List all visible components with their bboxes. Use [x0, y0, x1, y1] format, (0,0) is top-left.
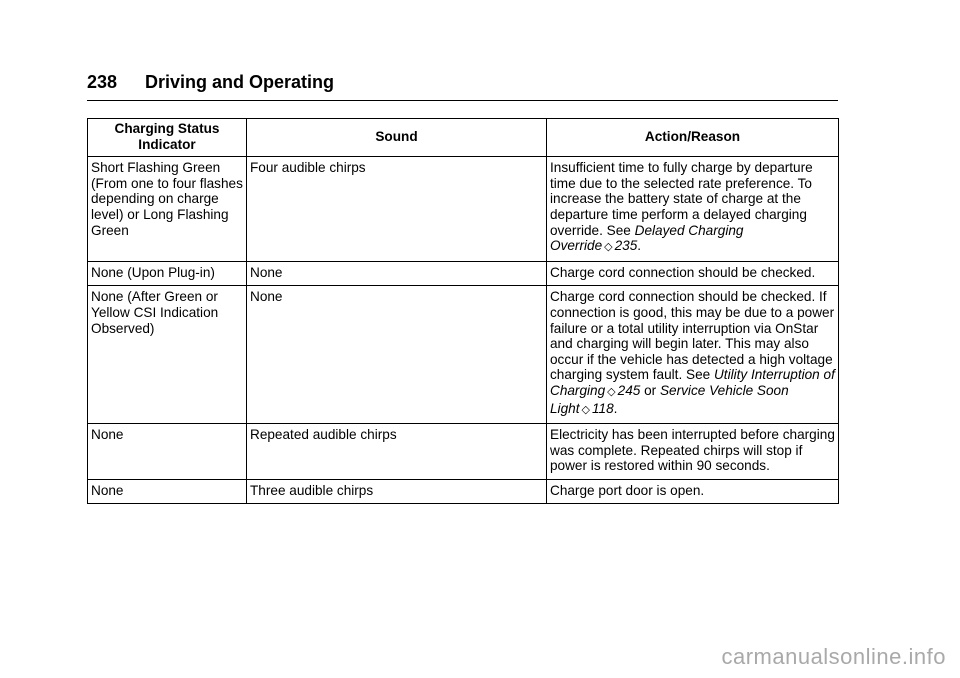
table-row	[88, 157, 839, 262]
action-cell	[547, 157, 839, 262]
reference-title: Delayed Charging Override	[550, 222, 744, 254]
action-text: Charge cord connection should be checked. If connection is good, this may be due to a power failure or a total utility interruption via OnStar and charging will begin later. This may also occur if the vehicle has detected a high voltage charging system fault. See	[550, 289, 835, 383]
action-text: Insufficient time to fully charge by departure time due to the selected rate preference. To increase the battery state of charge at the departure time perform a delayed charging override. See	[550, 160, 813, 238]
table-row	[88, 261, 839, 286]
indicator-cell: None (Upon Plug-in)	[88, 261, 247, 286]
sound-cell: Repeated audible chirps	[247, 424, 547, 480]
action-cell: Charge cord connection should be checked.	[547, 261, 839, 286]
sound-cell: None	[247, 286, 547, 424]
sound-cell: None	[247, 261, 547, 286]
table-row	[88, 479, 839, 504]
column-header-sound: Sound	[247, 119, 547, 157]
column-header-indicator: Charging Status Indicator	[88, 119, 247, 157]
action-tail: .	[613, 400, 618, 416]
reference-title: Service Vehicle Soon Light	[550, 382, 789, 416]
reference-page: 245	[617, 382, 641, 398]
page-reference-arrow-icon: ◇	[604, 241, 613, 254]
reference-joiner: or	[640, 382, 660, 398]
page-reference-arrow-icon: ◇	[607, 385, 616, 398]
action-cell	[547, 286, 839, 424]
indicator-cell: None	[88, 479, 247, 504]
action-cell: Charge port door is open.	[547, 479, 839, 504]
reference-page: 235	[614, 238, 638, 254]
indicator-cell: None (After Green or Yellow CSI Indication Observed)	[88, 286, 247, 424]
page-number: 238	[87, 72, 118, 92]
sound-cell: Four audible chirps	[247, 157, 547, 262]
table-header-row	[88, 119, 839, 157]
page-reference-arrow-icon: ◇	[581, 403, 590, 416]
indicator-cell: None	[88, 424, 247, 480]
reference-title: Utility Interruption of Charging	[550, 367, 835, 398]
table-row	[88, 424, 839, 480]
watermark: carmanualsonline.info	[721, 644, 946, 669]
sound-cell: Three audible chirps	[247, 479, 547, 504]
action-tail: .	[637, 238, 642, 254]
table-row	[88, 286, 839, 424]
action-cell: Electricity has been interrupted before charging was complete. Repeated chirps will stop if power is restored within 90 seconds.	[547, 424, 839, 480]
indicator-cell: Short Flashing Green (From one to four flashes depending on charge level) or Long Flashing Green	[88, 157, 247, 262]
page-header	[87, 70, 838, 101]
column-header-action: Action/Reason	[547, 119, 839, 157]
section-title: Driving and Operating	[145, 72, 335, 92]
charging-status-table	[87, 118, 839, 504]
reference-page: 118	[591, 400, 614, 416]
